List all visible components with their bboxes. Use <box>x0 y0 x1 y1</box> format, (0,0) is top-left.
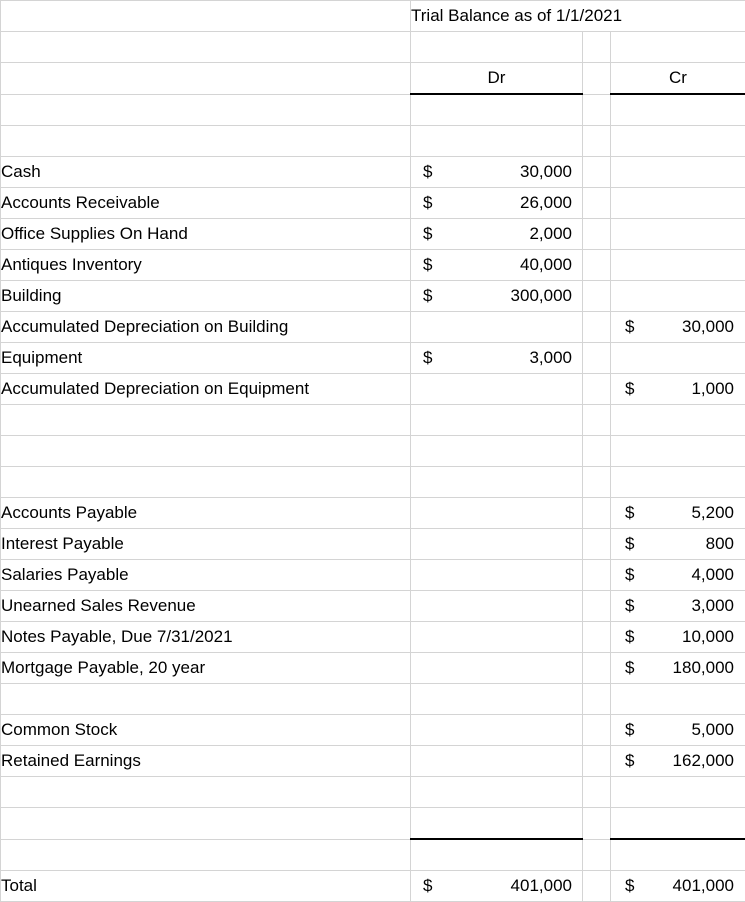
dr-cell[interactable] <box>411 715 583 746</box>
cr-cell[interactable] <box>611 312 745 343</box>
dr-cell[interactable] <box>411 281 583 312</box>
dr-cell[interactable] <box>411 312 583 343</box>
cr-cell[interactable] <box>611 467 745 498</box>
separator-cell[interactable] <box>583 560 611 591</box>
dr-cell[interactable] <box>411 871 583 902</box>
dr-cell[interactable] <box>411 684 583 715</box>
cr-value: 10,000 <box>682 622 734 652</box>
cr-header[interactable]: Cr <box>611 63 745 95</box>
account-label[interactable]: Equipment <box>1 343 411 374</box>
cr-cell[interactable] <box>611 188 745 219</box>
table-row <box>1 405 745 436</box>
dr-amount <box>411 622 582 652</box>
separator-cell[interactable] <box>583 591 611 622</box>
account-label[interactable]: Accounts Receivable <box>1 188 411 219</box>
cr-cell[interactable] <box>611 808 745 840</box>
cr-value: 401,000 <box>673 871 734 901</box>
separator-cell[interactable] <box>583 32 611 63</box>
table-row <box>1 529 745 560</box>
currency-symbol: $ <box>423 343 432 373</box>
table-row <box>1 157 745 188</box>
cr-amount <box>611 777 745 807</box>
dr-amount <box>411 281 582 311</box>
dr-amount <box>411 808 582 838</box>
dr-cell[interactable] <box>411 126 583 157</box>
table-row <box>1 281 745 312</box>
dr-amount <box>411 746 582 776</box>
separator-cell[interactable] <box>583 405 611 436</box>
dr-cell[interactable] <box>411 32 583 63</box>
dr-cell[interactable] <box>411 529 583 560</box>
cr-amount <box>611 498 745 528</box>
cr-value: 3,000 <box>691 591 734 621</box>
separator-cell[interactable] <box>583 715 611 746</box>
account-label[interactable]: Office Supplies On Hand <box>1 219 411 250</box>
cr-amount <box>611 529 745 559</box>
table-row <box>1 219 745 250</box>
table-row <box>1 312 745 343</box>
currency-symbol: $ <box>625 746 634 776</box>
dr-amount <box>411 405 582 435</box>
cr-amount <box>611 560 745 590</box>
label-cell[interactable] <box>1 63 411 95</box>
table-row <box>1 715 745 746</box>
dr-value: 401,000 <box>511 871 572 901</box>
separator-cell[interactable] <box>583 684 611 715</box>
currency-symbol: $ <box>625 312 634 342</box>
table-row <box>1 250 745 281</box>
sheet-title[interactable]: Trial Balance as of 1/1/2021 <box>411 1 745 32</box>
separator-cell[interactable] <box>583 374 611 405</box>
cr-cell[interactable] <box>611 684 745 715</box>
currency-symbol: $ <box>625 715 634 745</box>
cr-value: 4,000 <box>691 560 734 590</box>
cr-cell[interactable] <box>611 157 745 188</box>
account-label[interactable]: Building <box>1 281 411 312</box>
cr-amount <box>611 808 745 838</box>
dr-amount <box>411 312 582 342</box>
table-row <box>1 684 745 715</box>
dr-cell[interactable] <box>411 374 583 405</box>
cr-amount <box>611 405 745 435</box>
dr-amount <box>411 157 582 187</box>
cr-cell[interactable] <box>611 715 745 746</box>
dr-cell[interactable] <box>411 467 583 498</box>
cr-amount <box>611 374 745 404</box>
dr-value: 300,000 <box>511 281 572 311</box>
separator-cell[interactable] <box>583 746 611 777</box>
dr-amount <box>411 343 582 373</box>
dr-cell[interactable] <box>411 94 583 126</box>
cr-value: 30,000 <box>682 312 734 342</box>
cr-amount <box>611 871 745 901</box>
table-row <box>1 498 745 529</box>
separator-cell[interactable] <box>583 157 611 188</box>
cr-amount <box>611 343 745 373</box>
account-label[interactable] <box>1 808 411 840</box>
dr-amount <box>411 467 582 497</box>
dr-amount <box>411 374 582 404</box>
separator-cell[interactable] <box>583 343 611 374</box>
separator-cell[interactable] <box>583 312 611 343</box>
cr-cell[interactable] <box>611 219 745 250</box>
dr-amount <box>411 871 582 901</box>
dr-amount <box>411 126 582 156</box>
separator-cell[interactable] <box>583 219 611 250</box>
cr-amount <box>611 95 745 125</box>
separator-cell[interactable] <box>583 808 611 840</box>
account-label[interactable] <box>1 467 411 498</box>
cr-amount <box>611 715 745 745</box>
dr-amount <box>411 777 582 807</box>
table-row <box>1 188 745 219</box>
dr-cell[interactable] <box>411 839 583 871</box>
separator-cell[interactable] <box>583 63 611 95</box>
currency-symbol: $ <box>423 157 432 187</box>
dr-cell[interactable] <box>411 746 583 777</box>
dr-value: 30,000 <box>520 157 572 187</box>
account-label[interactable] <box>1 94 411 126</box>
dr-amount <box>411 250 582 280</box>
dr-cell[interactable] <box>411 250 583 281</box>
dr-amount <box>411 188 582 218</box>
currency-symbol: $ <box>423 281 432 311</box>
account-label[interactable]: Interest Payable <box>1 529 411 560</box>
separator-cell[interactable] <box>583 250 611 281</box>
dr-value: 2,000 <box>529 219 572 249</box>
separator-cell[interactable] <box>583 436 611 467</box>
dr-amount <box>411 498 582 528</box>
account-label[interactable]: Common Stock <box>1 715 411 746</box>
account-label[interactable] <box>1 684 411 715</box>
dr-cell[interactable] <box>411 436 583 467</box>
cr-cell[interactable] <box>611 126 745 157</box>
table-row <box>1 126 745 157</box>
dr-cell[interactable] <box>411 498 583 529</box>
table-row <box>1 839 745 871</box>
account-label[interactable] <box>1 32 411 63</box>
separator-cell[interactable] <box>583 126 611 157</box>
cr-amount <box>611 653 745 683</box>
cr-amount <box>611 188 745 218</box>
cr-cell[interactable] <box>611 839 745 871</box>
cr-cell[interactable] <box>611 591 745 622</box>
currency-symbol: $ <box>625 498 634 528</box>
currency-symbol: $ <box>423 250 432 280</box>
cr-amount <box>611 591 745 621</box>
dr-amount <box>411 529 582 559</box>
table-row <box>1 94 745 126</box>
cr-amount <box>611 250 745 280</box>
dr-cell[interactable] <box>411 653 583 684</box>
cr-cell[interactable] <box>611 94 745 126</box>
cr-cell[interactable] <box>611 250 745 281</box>
dr-amount <box>411 95 582 125</box>
currency-symbol: $ <box>625 622 634 652</box>
separator-cell[interactable] <box>583 94 611 126</box>
separator-cell[interactable] <box>583 188 611 219</box>
dr-cell[interactable] <box>411 622 583 653</box>
separator-cell[interactable] <box>583 467 611 498</box>
separator-cell[interactable] <box>583 498 611 529</box>
cr-value: 162,000 <box>673 746 734 776</box>
cr-cell[interactable] <box>611 281 745 312</box>
cr-amount <box>611 436 745 466</box>
dr-cell[interactable] <box>411 560 583 591</box>
currency-symbol: $ <box>423 219 432 249</box>
account-label[interactable]: Mortgage Payable, 20 year <box>1 653 411 684</box>
currency-symbol: $ <box>625 871 634 901</box>
account-label[interactable] <box>1 839 411 871</box>
dr-amount <box>411 32 582 62</box>
separator-cell[interactable] <box>583 529 611 560</box>
currency-symbol: $ <box>423 871 432 901</box>
cr-value: 180,000 <box>673 653 734 683</box>
account-label[interactable]: Cash <box>1 157 411 188</box>
currency-symbol: $ <box>625 374 634 404</box>
table-row <box>1 343 745 374</box>
cr-amount <box>611 32 745 62</box>
cr-value: 5,200 <box>691 498 734 528</box>
cr-cell[interactable] <box>611 405 745 436</box>
dr-value: 26,000 <box>520 188 572 218</box>
cr-cell[interactable] <box>611 374 745 405</box>
account-label[interactable]: Retained Earnings <box>1 746 411 777</box>
cr-cell[interactable] <box>611 343 745 374</box>
table-row <box>1 467 745 498</box>
cr-cell[interactable] <box>611 871 745 902</box>
table-row <box>1 777 745 808</box>
currency-symbol: $ <box>423 188 432 218</box>
cr-amount <box>611 746 745 776</box>
dr-amount <box>411 684 582 714</box>
cr-value: 1,000 <box>691 374 734 404</box>
cr-cell[interactable] <box>611 529 745 560</box>
dr-amount <box>411 436 582 466</box>
separator-cell[interactable] <box>583 777 611 808</box>
cr-amount <box>611 467 745 497</box>
cr-cell[interactable] <box>611 498 745 529</box>
dr-header[interactable]: Dr <box>411 63 583 95</box>
currency-symbol: $ <box>625 560 634 590</box>
header-row <box>1 63 745 95</box>
account-label[interactable]: Salaries Payable <box>1 560 411 591</box>
dr-amount <box>411 219 582 249</box>
separator-cell[interactable] <box>583 622 611 653</box>
cr-cell[interactable] <box>611 746 745 777</box>
currency-symbol: $ <box>625 653 634 683</box>
dr-cell[interactable] <box>411 188 583 219</box>
account-label[interactable] <box>1 126 411 157</box>
dr-cell[interactable] <box>411 343 583 374</box>
dr-value: 40,000 <box>520 250 572 280</box>
separator-cell[interactable] <box>583 281 611 312</box>
table-row <box>1 808 745 840</box>
dr-amount <box>411 715 582 745</box>
cr-cell[interactable] <box>611 653 745 684</box>
dr-cell[interactable] <box>411 591 583 622</box>
table-row <box>1 32 745 63</box>
account-label[interactable]: Accumulated Depreciation on Building <box>1 312 411 343</box>
separator-cell[interactable] <box>583 653 611 684</box>
table-row <box>1 653 745 684</box>
cr-amount <box>611 684 745 714</box>
table-row <box>1 622 745 653</box>
table-row <box>1 560 745 591</box>
account-label[interactable]: Notes Payable, Due 7/31/2021 <box>1 622 411 653</box>
separator-cell[interactable] <box>583 871 611 902</box>
cr-value: 800 <box>706 529 734 559</box>
account-label[interactable] <box>1 777 411 808</box>
account-label[interactable]: Accounts Payable <box>1 498 411 529</box>
cr-amount <box>611 219 745 249</box>
table-row <box>1 871 745 902</box>
title-row <box>1 1 745 32</box>
account-label[interactable] <box>1 405 411 436</box>
dr-cell[interactable] <box>411 808 583 840</box>
cr-amount <box>611 281 745 311</box>
cr-cell[interactable] <box>611 32 745 63</box>
dr-value: 3,000 <box>529 343 572 373</box>
label-cell[interactable] <box>1 1 411 32</box>
cr-cell[interactable] <box>611 436 745 467</box>
cr-amount <box>611 126 745 156</box>
separator-cell[interactable] <box>583 839 611 871</box>
dr-amount <box>411 653 582 683</box>
table-row <box>1 374 745 405</box>
dr-amount <box>411 591 582 621</box>
table-row <box>1 436 745 467</box>
currency-symbol: $ <box>625 529 634 559</box>
cr-amount <box>611 312 745 342</box>
dr-cell[interactable] <box>411 219 583 250</box>
table-row <box>1 591 745 622</box>
cr-cell[interactable] <box>611 777 745 808</box>
cr-amount <box>611 622 745 652</box>
cr-amount <box>611 157 745 187</box>
account-label[interactable]: Accumulated Depreciation on Equipment <box>1 374 411 405</box>
cr-cell[interactable] <box>611 622 745 653</box>
dr-cell[interactable] <box>411 777 583 808</box>
account-label[interactable]: Unearned Sales Revenue <box>1 591 411 622</box>
currency-symbol: $ <box>625 591 634 621</box>
cr-cell[interactable] <box>611 560 745 591</box>
cr-value: 5,000 <box>691 715 734 745</box>
account-label[interactable]: Antiques Inventory <box>1 250 411 281</box>
dr-cell[interactable] <box>411 157 583 188</box>
dr-amount <box>411 560 582 590</box>
account-label[interactable] <box>1 436 411 467</box>
table-row <box>1 746 745 777</box>
dr-cell[interactable] <box>411 405 583 436</box>
account-label[interactable]: Total <box>1 871 411 902</box>
